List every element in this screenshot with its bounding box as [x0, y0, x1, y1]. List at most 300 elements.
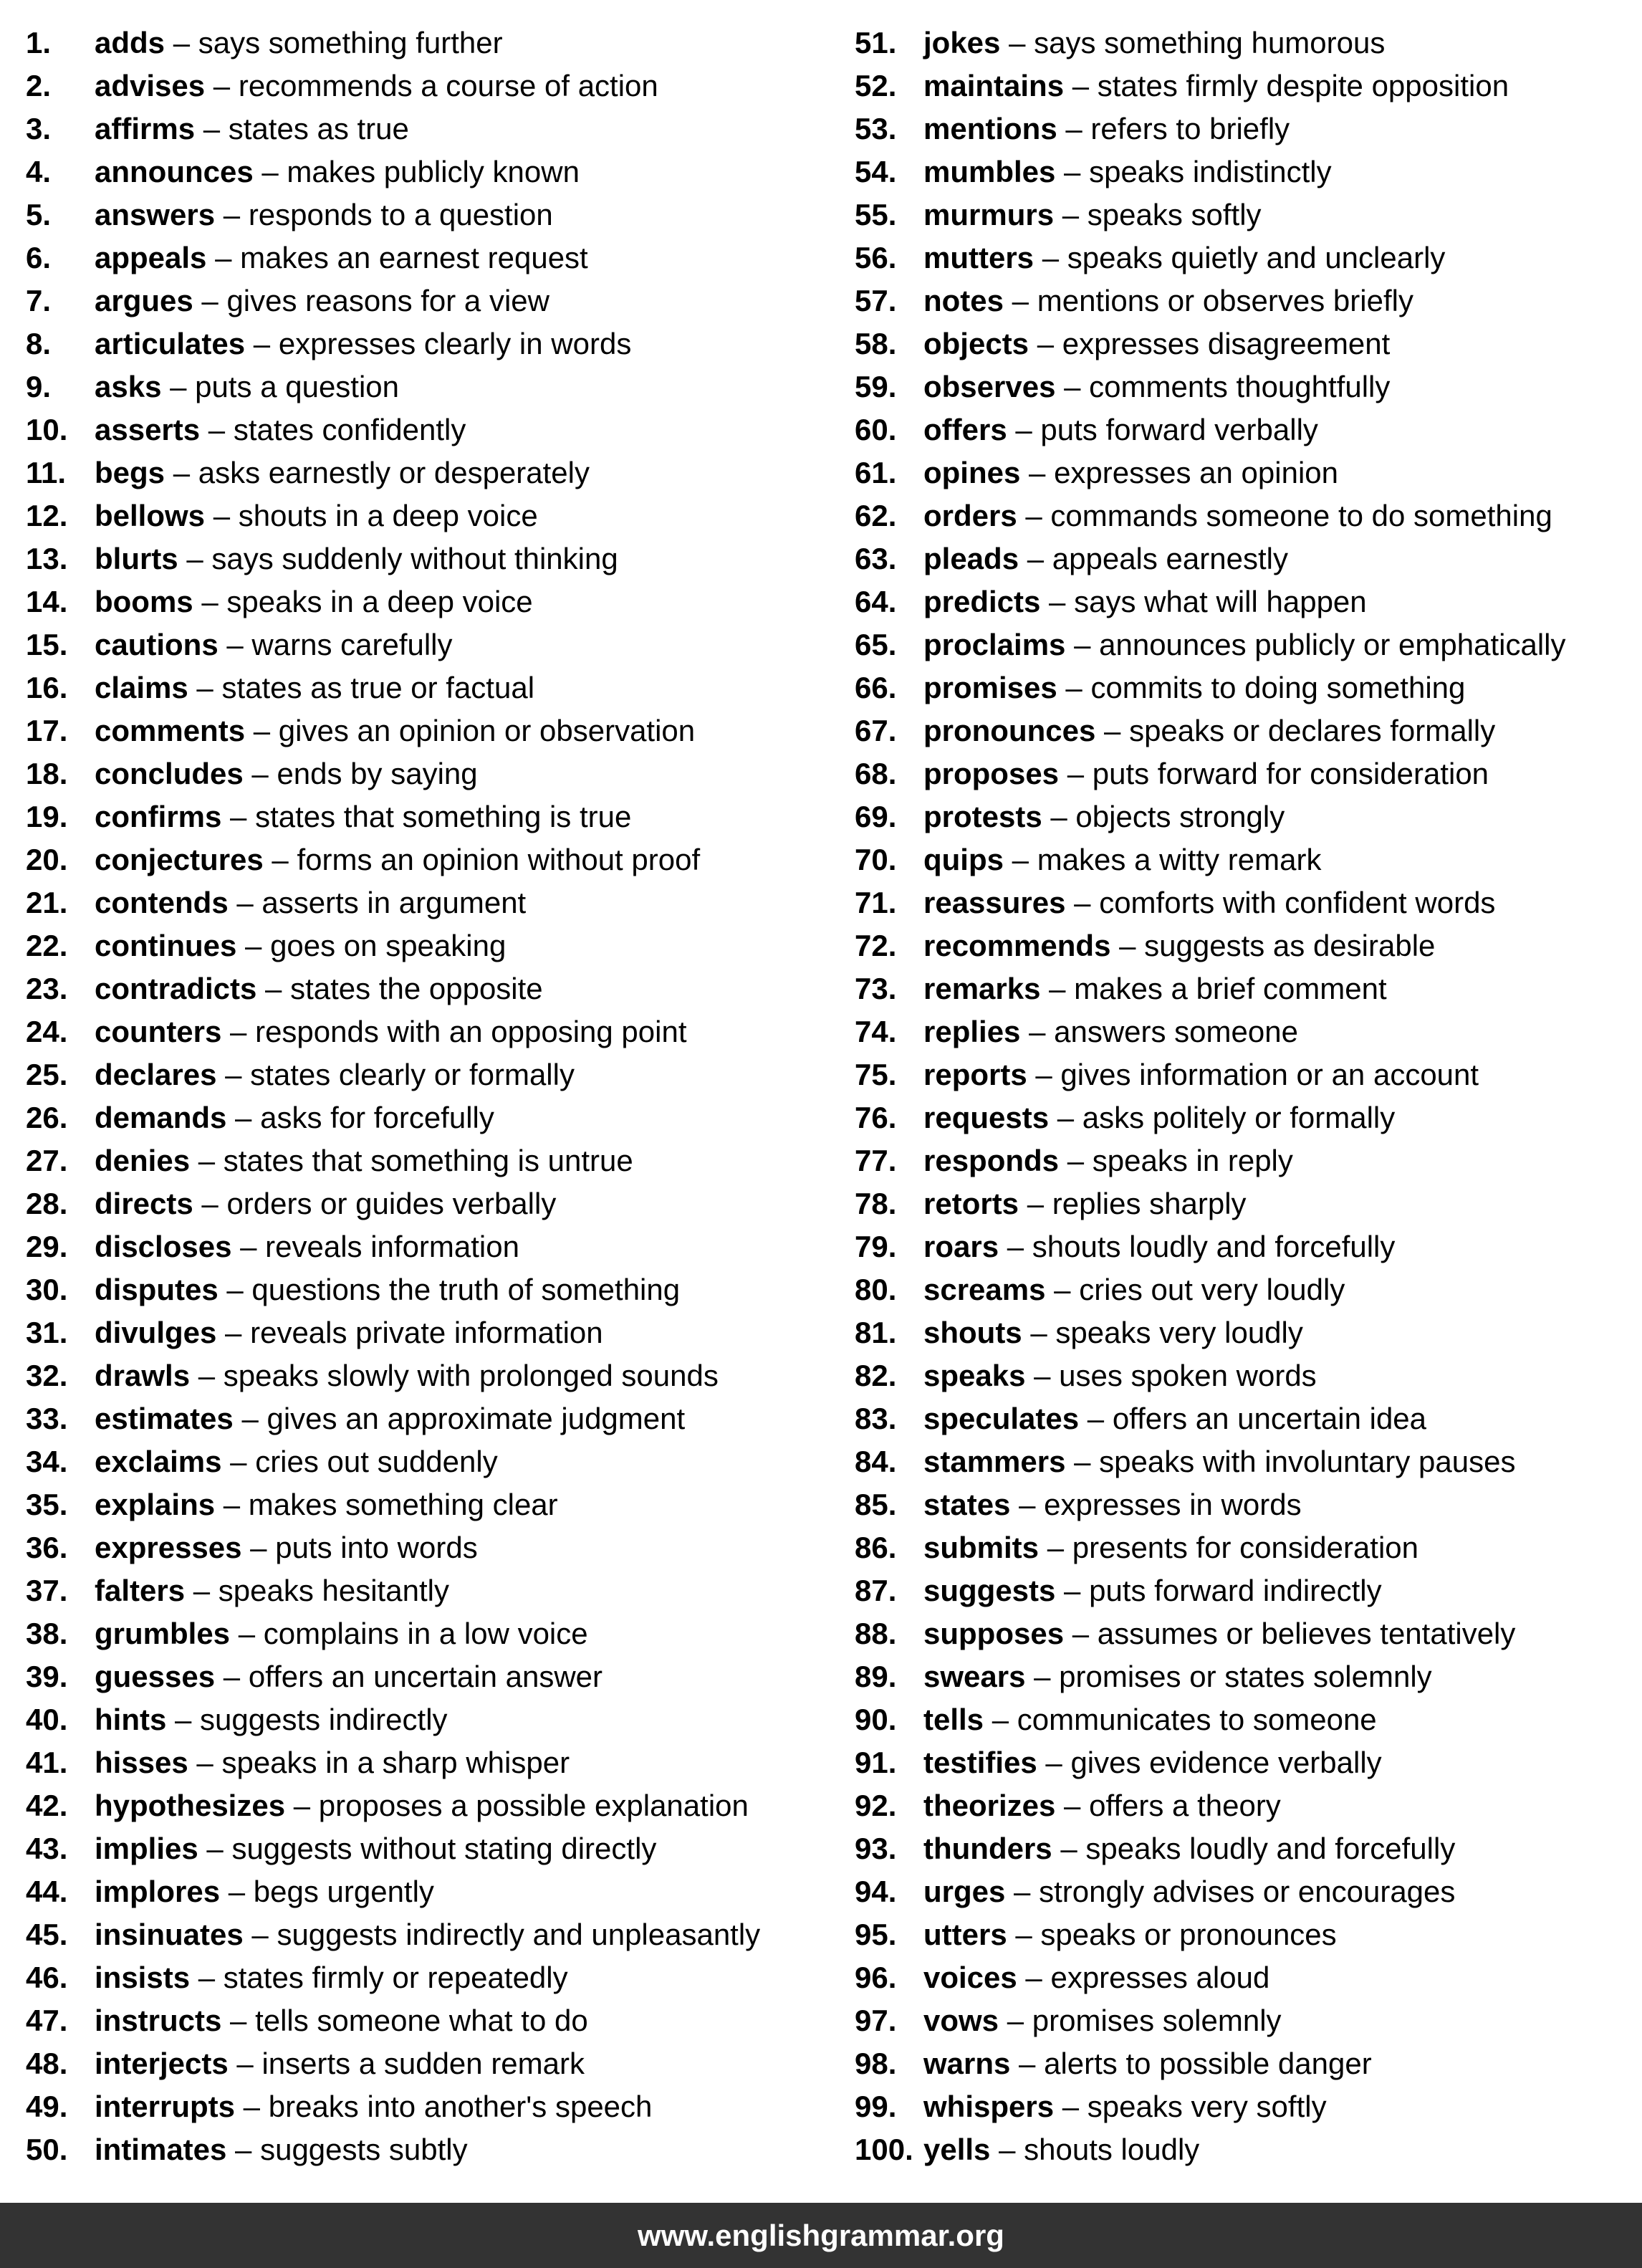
- item-word: utters: [923, 1918, 1007, 1951]
- item-number: 2.: [26, 69, 52, 102]
- item-separator: –: [1064, 1617, 1098, 1650]
- item-word: shouts: [923, 1316, 1022, 1349]
- item-number: 57.: [855, 284, 897, 317]
- item-separator: –: [1005, 1875, 1040, 1908]
- list-item: [26, 494, 835, 537]
- list-item: [26, 1010, 835, 1053]
- item-word: thunders: [923, 1832, 1052, 1865]
- item-definition: offers an uncertain answer: [248, 1660, 602, 1693]
- list-item: [855, 1956, 1636, 1999]
- item-number: 24.: [26, 1015, 68, 1048]
- item-separator: –: [205, 499, 239, 532]
- list-item: [26, 1784, 835, 1827]
- item-definition: commits to doing something: [1090, 671, 1466, 704]
- item-definition: presents for consideration: [1072, 1531, 1419, 1564]
- item-number: 90.: [855, 1703, 897, 1736]
- item-number: 36.: [26, 1531, 68, 1564]
- item-separator: –: [1040, 585, 1075, 618]
- item-number: 49.: [26, 2090, 68, 2123]
- item-word: screams: [923, 1273, 1046, 1306]
- item-separator: –: [241, 1531, 276, 1564]
- item-number: 92.: [855, 1789, 897, 1822]
- item-number: 91.: [855, 1746, 897, 1779]
- list-item: [26, 1612, 835, 1655]
- item-number: 6.: [26, 241, 52, 274]
- item-number: 16.: [26, 671, 68, 704]
- item-number: 32.: [26, 1359, 68, 1392]
- item-number: 30.: [26, 1273, 68, 1306]
- list-item: [26, 2042, 835, 2085]
- item-word: opines: [923, 456, 1021, 489]
- item-separator: –: [1055, 1789, 1090, 1822]
- item-word: denies: [95, 1144, 191, 1177]
- item-number: 85.: [855, 1488, 897, 1521]
- item-separator: –: [990, 2133, 1024, 2166]
- list-item: [855, 1268, 1636, 1311]
- item-word: speaks: [923, 1359, 1026, 1392]
- item-definition: states that something is true: [255, 800, 632, 833]
- item-separator: –: [1110, 929, 1145, 962]
- item-separator: –: [198, 1832, 232, 1865]
- list-item: [855, 1612, 1636, 1655]
- list-item: [26, 1096, 835, 1139]
- item-definition: puts forward indirectly: [1089, 1574, 1382, 1607]
- item-number: 51.: [855, 26, 897, 59]
- item-definition: expresses in words: [1044, 1488, 1302, 1521]
- item-number: 95.: [855, 1918, 897, 1951]
- item-separator: –: [218, 628, 252, 661]
- item-number: 48.: [26, 2047, 68, 2080]
- item-definition: speaks very softly: [1087, 2090, 1327, 2123]
- item-separator: –: [1034, 241, 1067, 274]
- item-separator: –: [216, 1058, 251, 1091]
- item-number: 17.: [26, 714, 68, 747]
- item-definition: says something further: [198, 26, 503, 59]
- item-definition: breaks into another's speech: [268, 2090, 653, 2123]
- list-item: [26, 322, 835, 365]
- item-word: objects: [923, 327, 1029, 360]
- item-word: guesses: [95, 1660, 216, 1693]
- item-word: implies: [95, 1832, 198, 1865]
- item-number: 43.: [26, 1832, 68, 1865]
- item-definition: responds with an opposing point: [255, 1015, 687, 1048]
- item-separator: –: [1065, 1445, 1100, 1478]
- item-definition: speaks with involuntary pauses: [1099, 1445, 1516, 1478]
- item-number: 18.: [26, 757, 68, 790]
- item-definition: inserts a sudden remark: [261, 2047, 585, 2080]
- item-word: proclaims: [923, 628, 1066, 661]
- list-item: [855, 1225, 1636, 1268]
- item-definition: asks politely or formally: [1082, 1101, 1396, 1134]
- list-item: [855, 1139, 1636, 1182]
- item-number: 68.: [855, 757, 897, 790]
- item-word: discloses: [95, 1230, 232, 1263]
- list-item: [855, 1655, 1636, 1698]
- item-number: 78.: [855, 1187, 897, 1220]
- item-separator: –: [285, 1789, 319, 1822]
- item-word: responds: [923, 1144, 1060, 1177]
- item-definition: objects strongly: [1075, 800, 1285, 833]
- item-number: 94.: [855, 1875, 897, 1908]
- item-word: reassures: [923, 886, 1066, 919]
- list-item: [855, 1698, 1636, 1741]
- item-definition: gives evidence verbally: [1070, 1746, 1382, 1779]
- item-word: roars: [923, 1230, 999, 1263]
- item-word: pronounces: [923, 714, 1096, 747]
- item-definition: offers an uncertain idea: [1112, 1402, 1427, 1435]
- item-separator: –: [178, 542, 212, 575]
- item-separator: –: [1027, 1058, 1061, 1091]
- item-separator: –: [253, 155, 287, 188]
- item-number: 62.: [855, 499, 897, 532]
- item-definition: announces publicly or emphatically: [1099, 628, 1566, 661]
- item-number: 20.: [26, 843, 68, 876]
- item-number: 29.: [26, 1230, 68, 1263]
- item-separator: –: [999, 2004, 1032, 2037]
- item-definition: speaks or pronounces: [1040, 1918, 1337, 1951]
- item-number: 7.: [26, 284, 52, 317]
- item-word: pleads: [923, 542, 1019, 575]
- item-definition: promises solemnly: [1032, 2004, 1282, 2037]
- item-separator: –: [161, 370, 196, 403]
- item-separator: –: [205, 69, 239, 102]
- item-definition: states as true: [228, 112, 409, 145]
- item-definition: states clearly or formally: [250, 1058, 575, 1091]
- item-definition: says what will happen: [1074, 585, 1367, 618]
- item-number: 74.: [855, 1015, 897, 1048]
- list-item: [855, 408, 1636, 451]
- item-number: 96.: [855, 1961, 897, 1994]
- item-number: 21.: [26, 886, 68, 919]
- item-separator: –: [1065, 886, 1100, 919]
- item-number: 86.: [855, 1531, 897, 1564]
- item-word: estimates: [95, 1402, 234, 1435]
- list-item: [855, 1397, 1636, 1440]
- list-item: [26, 279, 835, 322]
- item-number: 15.: [26, 628, 68, 661]
- item-definition: cries out very loudly: [1079, 1273, 1345, 1306]
- item-word: promises: [923, 671, 1057, 704]
- item-word: hisses: [95, 1746, 188, 1779]
- item-separator: –: [188, 1746, 222, 1779]
- list-item: [855, 365, 1636, 408]
- list-item: [26, 1440, 835, 1483]
- list-item: [855, 709, 1636, 752]
- item-definition: speaks in a deep voice: [226, 585, 533, 618]
- item-word: conjectures: [95, 843, 264, 876]
- item-number: 77.: [855, 1144, 897, 1177]
- item-word: states: [923, 1488, 1011, 1521]
- item-word: reports: [923, 1058, 1027, 1091]
- list-item: [855, 64, 1636, 107]
- list-item: [26, 107, 835, 150]
- item-definition: suggests as desirable: [1144, 929, 1436, 962]
- item-separator: –: [1045, 1273, 1080, 1306]
- list-item: [855, 1526, 1636, 1569]
- item-separator: –: [1007, 1918, 1041, 1951]
- item-separator: –: [215, 1660, 249, 1693]
- list-item: [26, 838, 835, 881]
- item-word: divulges: [95, 1316, 217, 1349]
- list-item: [855, 666, 1636, 709]
- item-word: interjects: [95, 2047, 229, 2080]
- list-item: [855, 2128, 1636, 2171]
- list-item: [855, 1999, 1636, 2042]
- item-number: 84.: [855, 1445, 897, 1478]
- item-definition: ends by saying: [277, 757, 478, 790]
- item-definition: answers someone: [1054, 1015, 1298, 1048]
- item-word: asserts: [95, 413, 201, 446]
- list-item: [26, 580, 835, 623]
- item-separator: –: [245, 714, 279, 747]
- item-definition: makes publicly known: [287, 155, 580, 188]
- item-word: confirms: [95, 800, 222, 833]
- item-number: 1.: [26, 26, 52, 59]
- item-separator: –: [165, 456, 198, 489]
- item-word: demands: [95, 1101, 227, 1134]
- item-word: remarks: [923, 972, 1041, 1005]
- item-definition: gives an approximate judgment: [267, 1402, 686, 1435]
- item-definition: commands someone to do something: [1050, 499, 1552, 532]
- item-separator: –: [215, 1488, 249, 1521]
- list-item: [855, 1870, 1636, 1913]
- item-definition: speaks or declares formally: [1129, 714, 1496, 747]
- list-item: [26, 365, 835, 408]
- list-item: [26, 1483, 835, 1526]
- item-separator: –: [231, 1230, 266, 1263]
- item-number: 54.: [855, 155, 897, 188]
- item-word: orders: [923, 499, 1017, 532]
- item-definition: orders or guides verbally: [226, 1187, 557, 1220]
- item-definition: puts a question: [195, 370, 400, 403]
- list-item: [855, 1354, 1636, 1397]
- item-separator: –: [1007, 413, 1041, 446]
- item-word: adds: [95, 26, 165, 59]
- item-word: observes: [923, 370, 1056, 403]
- item-definition: states as true or factual: [221, 671, 535, 704]
- item-separator: –: [1059, 757, 1093, 790]
- list-item: [26, 2128, 835, 2171]
- item-definition: suggests subtly: [260, 2133, 468, 2166]
- item-number: 26.: [26, 1101, 68, 1134]
- item-number: 9.: [26, 370, 52, 403]
- item-separator: –: [1049, 1101, 1082, 1134]
- item-separator: –: [1054, 2090, 1088, 2123]
- list-item: [26, 1225, 835, 1268]
- item-word: contradicts: [95, 972, 257, 1005]
- item-definition: suggests indirectly and unpleasantly: [277, 1918, 761, 1951]
- item-definition: gives an opinion or observation: [278, 714, 696, 747]
- item-definition: mentions or observes briefly: [1037, 284, 1413, 317]
- item-separator: –: [193, 284, 227, 317]
- item-word: swears: [923, 1660, 1026, 1693]
- list-item: [26, 236, 835, 279]
- item-separator: –: [193, 1187, 227, 1220]
- list-item: [26, 795, 835, 838]
- item-number: 39.: [26, 1660, 68, 1693]
- item-separator: –: [1022, 1316, 1056, 1349]
- list-item: [855, 451, 1636, 494]
- list-item: [26, 1655, 835, 1698]
- item-separator: –: [1055, 370, 1090, 403]
- item-number: 5.: [26, 198, 52, 231]
- list-item: [26, 1827, 835, 1870]
- list-item: [855, 1053, 1636, 1096]
- list-item: [855, 21, 1636, 64]
- list-item: [855, 1483, 1636, 1526]
- item-word: intimates: [95, 2133, 227, 2166]
- item-number: 100.: [855, 2133, 913, 2166]
- list-item: [855, 1827, 1636, 1870]
- item-word: hypothesizes: [95, 1789, 286, 1822]
- item-number: 47.: [26, 2004, 68, 2037]
- item-separator: –: [193, 585, 227, 618]
- item-word: protests: [923, 800, 1042, 833]
- item-word: stammers: [923, 1445, 1066, 1478]
- item-separator: –: [243, 1918, 277, 1951]
- item-definition: puts forward for consideration: [1092, 757, 1489, 790]
- list-item: [855, 2085, 1636, 2128]
- item-separator: –: [1029, 327, 1062, 360]
- item-word: booms: [95, 585, 193, 618]
- list-item: [855, 322, 1636, 365]
- item-word: submits: [923, 1531, 1040, 1564]
- item-definition: cries out suddenly: [255, 1445, 498, 1478]
- list-item: [26, 1999, 835, 2042]
- item-definition: reveals information: [265, 1230, 519, 1263]
- item-word: drawls: [95, 1359, 191, 1392]
- item-number: 81.: [855, 1316, 897, 1349]
- item-word: mumbles: [923, 155, 1056, 188]
- item-word: voices: [923, 1961, 1017, 1994]
- item-word: blurts: [95, 542, 178, 575]
- item-separator: –: [195, 112, 229, 145]
- item-definition: states that something is untrue: [223, 1144, 633, 1177]
- item-number: 27.: [26, 1144, 68, 1177]
- item-word: retorts: [923, 1187, 1019, 1220]
- item-definition: speaks quietly and unclearly: [1067, 241, 1446, 274]
- item-word: articulates: [95, 327, 246, 360]
- list-item: [26, 408, 835, 451]
- item-separator: –: [230, 1617, 264, 1650]
- list-item: [855, 1913, 1636, 1956]
- list-item: [855, 150, 1636, 193]
- item-word: argues: [95, 284, 193, 317]
- item-number: 13.: [26, 542, 68, 575]
- item-definition: tells someone what to do: [255, 2004, 588, 2037]
- item-separator: –: [1040, 972, 1075, 1005]
- item-number: 71.: [855, 886, 897, 919]
- item-definition: strongly advises or encourages: [1039, 1875, 1456, 1908]
- item-separator: –: [221, 2004, 256, 2037]
- item-separator: –: [221, 1015, 256, 1048]
- list-item: [855, 623, 1636, 666]
- item-number: 89.: [855, 1660, 897, 1693]
- item-number: 50.: [26, 2133, 68, 2166]
- list-item: [855, 1569, 1636, 1612]
- item-number: 46.: [26, 1961, 68, 1994]
- item-definition: promises or states solemnly: [1059, 1660, 1432, 1693]
- item-number: 22.: [26, 929, 68, 962]
- item-number: 53.: [855, 112, 897, 145]
- list-item: [26, 1741, 835, 1784]
- item-number: 12.: [26, 499, 68, 532]
- item-word: speculates: [923, 1402, 1080, 1435]
- item-separator: –: [1017, 499, 1051, 532]
- item-word: tells: [923, 1703, 984, 1736]
- item-word: concludes: [95, 757, 244, 790]
- list-item: [26, 967, 835, 1010]
- item-number: 98.: [855, 2047, 897, 2080]
- item-word: declares: [95, 1058, 217, 1091]
- item-word: predicts: [923, 585, 1041, 618]
- list-item: [855, 752, 1636, 795]
- list-item: [26, 1311, 835, 1354]
- item-separator: –: [190, 1961, 224, 1994]
- item-number: 66.: [855, 671, 897, 704]
- item-definition: puts into words: [275, 1531, 478, 1564]
- item-definition: states firmly or repeatedly: [223, 1961, 568, 1994]
- list-item: [26, 451, 835, 494]
- item-definition: shouts loudly: [1024, 2133, 1200, 2166]
- item-word: claims: [95, 671, 188, 704]
- item-word: theorizes: [923, 1789, 1056, 1822]
- list-item: [855, 795, 1636, 838]
- list-item: [26, 64, 835, 107]
- item-word: suggests: [923, 1574, 1056, 1607]
- item-definition: speaks slowly with prolonged sounds: [223, 1359, 719, 1392]
- item-number: 34.: [26, 1445, 68, 1478]
- item-separator: –: [1079, 1402, 1113, 1435]
- item-separator: –: [256, 972, 291, 1005]
- item-number: 97.: [855, 2004, 897, 2037]
- item-separator: –: [1020, 1015, 1055, 1048]
- item-number: 93.: [855, 1832, 897, 1865]
- item-definition: speaks loudly and forcefully: [1085, 1832, 1456, 1865]
- list-item: [26, 1913, 835, 1956]
- footer-url: www.englishgrammar.org: [0, 2203, 1642, 2268]
- list-item: [855, 1440, 1636, 1483]
- item-number: 44.: [26, 1875, 68, 1908]
- item-definition: offers a theory: [1089, 1789, 1281, 1822]
- item-word: cautions: [95, 628, 219, 661]
- item-word: announces: [95, 155, 254, 188]
- item-word: bellows: [95, 499, 206, 532]
- item-word: advises: [95, 69, 206, 102]
- list-item: [26, 881, 835, 924]
- item-definition: uses spoken words: [1059, 1359, 1317, 1392]
- item-word: maintains: [923, 69, 1065, 102]
- item-number: 4.: [26, 155, 52, 188]
- item-separator: –: [1065, 628, 1100, 661]
- list-item: [855, 1096, 1636, 1139]
- item-definition: makes a brief comment: [1074, 972, 1387, 1005]
- item-number: 99.: [855, 2090, 897, 2123]
- item-separator: –: [220, 1875, 254, 1908]
- item-separator: –: [1055, 155, 1090, 188]
- list-item: [26, 1569, 835, 1612]
- item-word: instructs: [95, 2004, 222, 2037]
- item-number: 38.: [26, 1617, 68, 1650]
- item-number: 40.: [26, 1703, 68, 1736]
- item-word: implores: [95, 1875, 221, 1908]
- item-word: directs: [95, 1187, 193, 1220]
- item-number: 42.: [26, 1789, 68, 1822]
- item-word: requests: [923, 1101, 1050, 1134]
- item-separator: –: [1004, 284, 1037, 317]
- item-number: 70.: [855, 843, 897, 876]
- item-definition: makes a witty remark: [1037, 843, 1322, 876]
